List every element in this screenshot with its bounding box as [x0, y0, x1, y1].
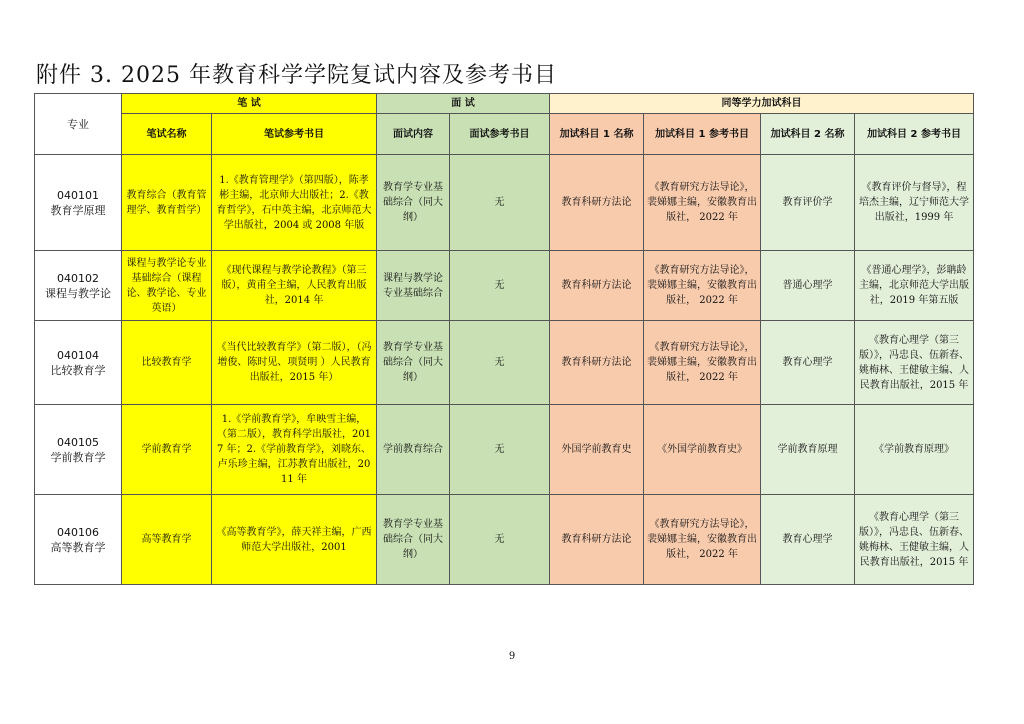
interview-content-cell: 教育学专业基础综合（同大纲） — [377, 321, 450, 405]
major-code: 040101 — [57, 188, 99, 202]
table-row — [35, 495, 974, 585]
written-books-cell: 1.《教育管理学》（第四版），陈孝彬主编，北京师大出版社；2.《教育哲学》，石中英主编，北京师范大学出版社，2004 或 2008 年版 — [212, 155, 377, 251]
major-cell — [35, 251, 122, 321]
extra1-name-cell: 教育科研方法论 — [550, 321, 644, 405]
major-name: 教育学原理 — [50, 203, 106, 217]
extra1-name-cell: 教育科研方法论 — [550, 155, 644, 251]
major-code: 040104 — [57, 348, 99, 362]
exam-table — [34, 93, 974, 585]
header-extra2-name: 加试科目 2 名称 — [761, 114, 855, 155]
extra1-books-cell: 《教育研究方法导论》，裴娣娜主编，安徽教育出版社， 2022 年 — [644, 251, 761, 321]
written-name-cell: 教育综合（教育管理学、教育哲学） — [122, 155, 212, 251]
header-extra1-name: 加试科目 1 名称 — [550, 114, 644, 155]
extra1-books-cell: 《教育研究方法导论》，裴娣娜主编，安徽教育出版社， 2022 年 — [644, 495, 761, 585]
major-name: 高等教育学 — [50, 540, 106, 554]
written-books-cell: 1.《学前教育学》，牟映雪主编，（第二版），教育科学出版社，2017 年；2.《学前教育学》，刘晓东、卢乐珍主编，江苏教育出版社，2011 年 — [212, 405, 377, 495]
extra2-name-cell: 学前教育原理 — [761, 405, 855, 495]
extra1-name-cell: 外国学前教育史 — [550, 405, 644, 495]
page-title: 附件 3. 2025 年教育科学学院复试内容及参考书目 — [36, 63, 557, 88]
interview-content-cell: 教育学专业基础综合（同大纲） — [377, 495, 450, 585]
major-name: 学前教育学 — [50, 450, 106, 464]
extra1-name-cell: 教育科研方法论 — [550, 251, 644, 321]
header-extra1-books: 加试科目 1 参考书目 — [644, 114, 761, 155]
written-books-cell: 《高等教育学》，薛天祥主编，广西师范大学出版社，2001 — [212, 495, 377, 585]
interview-content-cell: 教育学专业基础综合（同大纲） — [377, 155, 450, 251]
written-books-cell: 《现代课程与教学论教程》（第三版），黄甫全主编，人民教育出版社，2014 年 — [212, 251, 377, 321]
interview-content-cell: 学前教育综合 — [377, 405, 450, 495]
major-cell — [35, 155, 122, 251]
extra2-name-cell: 教育评价学 — [761, 155, 855, 251]
extra1-name-cell: 教育科研方法论 — [550, 495, 644, 585]
interview-books-cell: 无 — [450, 495, 550, 585]
written-name-cell: 比较教育学 — [122, 321, 212, 405]
header-interview-content: 面试内容 — [377, 114, 450, 155]
extra1-books-cell: 《教育研究方法导论》，裴娣娜主编，安徽教育出版社， 2022 年 — [644, 321, 761, 405]
header-major: 专业 — [35, 94, 122, 155]
header-extra2-books: 加试科目 2 参考书目 — [855, 114, 974, 155]
interview-content-cell: 课程与教学论专业基础综合 — [377, 251, 450, 321]
written-name-cell: 学前教育学 — [122, 405, 212, 495]
major-code: 040102 — [57, 271, 99, 285]
extra2-name-cell: 普通心理学 — [761, 251, 855, 321]
written-name-cell: 课程与教学论专业基础综合（课程论、教学论、专业英语） — [122, 251, 212, 321]
header-interview: 面 试 — [377, 94, 550, 114]
extra2-books-cell: 《学前教育原理》 — [855, 405, 974, 495]
major-cell — [35, 321, 122, 405]
extra2-books-cell: 《教育心理学（第三版）》，冯忠良、伍新春、姚梅林、王健敏主编、人民教育出版社，2015 年 — [855, 321, 974, 405]
header-extra: 同等学力加试科目 — [550, 94, 974, 114]
major-name: 比较教育学 — [50, 363, 106, 377]
table-row — [35, 405, 974, 495]
extra2-name-cell: 教育心理学 — [761, 321, 855, 405]
header-interview-books: 面试参考书目 — [450, 114, 550, 155]
header-written: 笔 试 — [122, 94, 377, 114]
page-number: 9 — [508, 651, 516, 662]
extra1-books-cell: 《外国学前教育史》 — [644, 405, 761, 495]
interview-books-cell: 无 — [450, 155, 550, 251]
header-written-name: 笔试名称 — [122, 114, 212, 155]
major-name: 课程与教学论 — [45, 286, 111, 300]
interview-books-cell: 无 — [450, 405, 550, 495]
table-row — [35, 321, 974, 405]
extra2-books-cell: 《普通心理学》，彭聃龄主编，北京师范大学出版社，2019 年第五版 — [855, 251, 974, 321]
major-code: 040106 — [57, 525, 99, 539]
table-row — [35, 155, 974, 251]
extra2-name-cell: 教育心理学 — [761, 495, 855, 585]
extra2-books-cell: 《教育心理学（第三版）》，冯忠良、伍新春、姚梅林、王健敏主编，人民教育出版社，2015 年 — [855, 495, 974, 585]
interview-books-cell: 无 — [450, 321, 550, 405]
major-cell — [35, 495, 122, 585]
header-written-books: 笔试参考书目 — [212, 114, 377, 155]
table-row — [35, 251, 974, 321]
major-code: 040105 — [57, 435, 99, 449]
written-books-cell: 《当代比较教育学》（第二版），（冯增俊、陈时见、项贤明 ）人民教育出版社，2015 年） — [212, 321, 377, 405]
interview-books-cell: 无 — [450, 251, 550, 321]
extra2-books-cell: 《教育评价与督导》，程培杰主编，辽宁师范大学出版社，1999 年 — [855, 155, 974, 251]
written-name-cell: 高等教育学 — [122, 495, 212, 585]
major-cell — [35, 405, 122, 495]
extra1-books-cell: 《教育研究方法导论》，裴娣娜主编，安徽教育出版社， 2022 年 — [644, 155, 761, 251]
